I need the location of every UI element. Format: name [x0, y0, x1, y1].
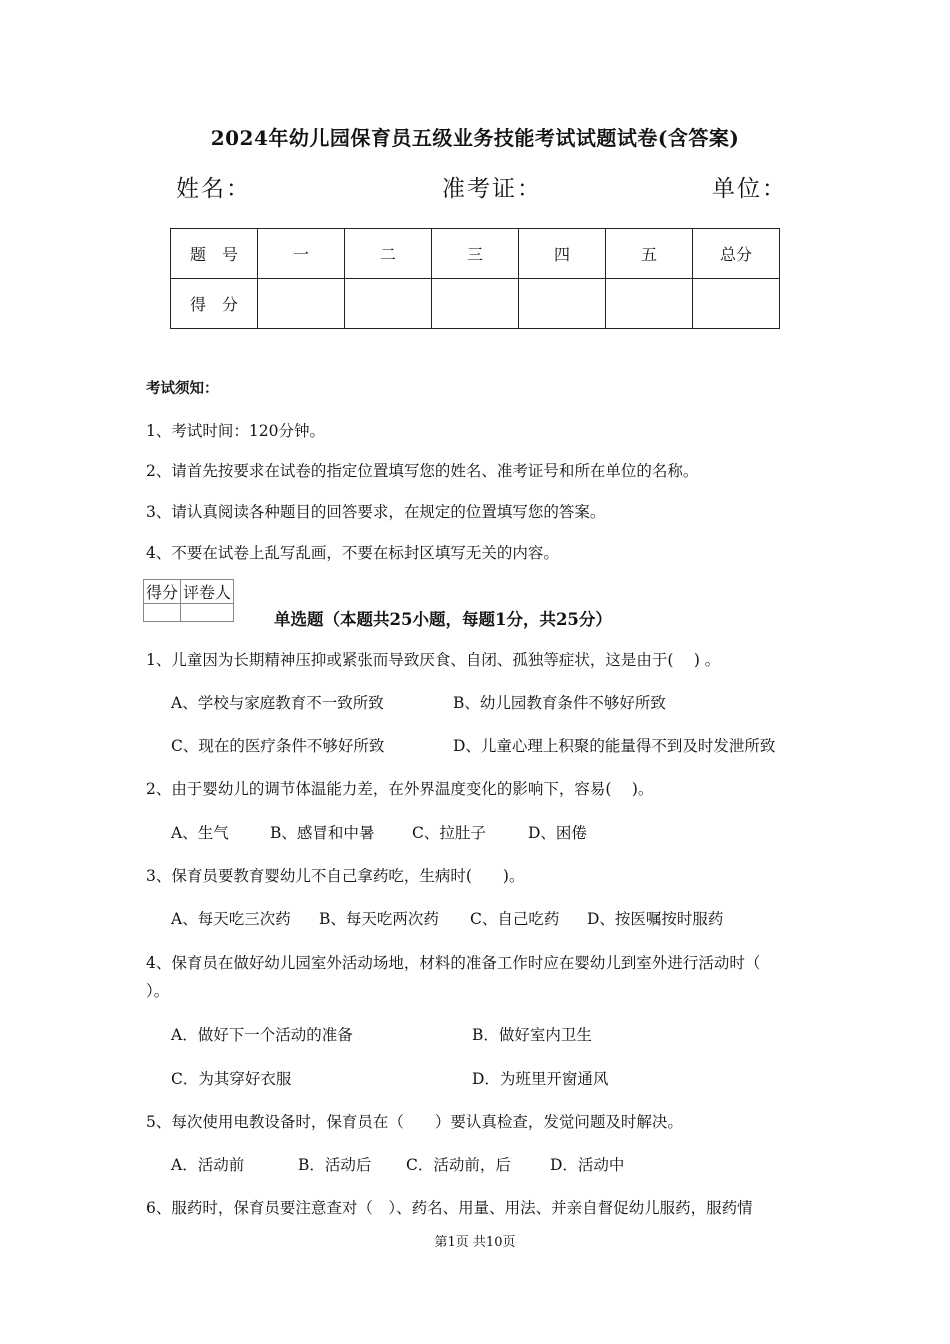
option-d: D、儿童心理上积聚的能量得不到及时发泄所致 — [453, 737, 776, 755]
score-table — [170, 228, 780, 329]
question-stem: 3、保育员要教育婴幼儿不自己拿药吃，生病时( )。 — [146, 867, 525, 885]
option-d: D．活动中 — [550, 1156, 625, 1174]
score-cell[interactable] — [432, 279, 519, 329]
score-cell[interactable] — [345, 279, 432, 329]
score-cell[interactable] — [693, 279, 780, 329]
option-b: B、感冒和中暑 — [270, 824, 375, 842]
score-table-score-row — [171, 279, 780, 329]
notice-item: 1、考试时间：120分钟。 — [146, 422, 325, 440]
unit-field-label: 单位： — [712, 176, 787, 202]
question-stem: 2、由于婴幼儿的调节体温能力差，在外界温度变化的影响下，容易( )。 — [146, 780, 654, 798]
score-table-header-cell: 一 — [258, 229, 345, 279]
score-table-header-cell: 总分 — [693, 229, 780, 279]
exam-id-field-label: 准考证： — [442, 176, 542, 202]
option-d: D．为班里开窗通风 — [472, 1070, 609, 1088]
notice-heading: 考试须知： — [146, 380, 219, 397]
option-c: C、现在的医疗条件不够好所致 — [171, 737, 385, 755]
option-d: D、困倦 — [528, 824, 587, 842]
option-c: C．活动前，后 — [406, 1156, 511, 1174]
option-b: B、每天吃两次药 — [319, 910, 439, 928]
score-table-header-cell: 四 — [519, 229, 606, 279]
score-cell[interactable] — [606, 279, 693, 329]
score-cell[interactable] — [519, 279, 606, 329]
option-a: A．做好下一个活动的准备 — [171, 1026, 353, 1044]
question-stem: 6、服药时，保育员要注意查对（ ）、药名、用量、用法、并亲自督促幼儿服药，服药情 — [146, 1199, 753, 1217]
question-stem-continuation: ）。 — [146, 982, 170, 1000]
score-row-label: 得 分 — [171, 279, 258, 329]
option-a: A、每天吃三次药 — [171, 910, 291, 928]
score-table-header-row — [171, 229, 780, 279]
score-table-header-cell: 三 — [432, 229, 519, 279]
option-b: B．做好室内卫生 — [472, 1026, 592, 1044]
score-table-header-cell: 题 号 — [171, 229, 258, 279]
option-c: C．为其穿好衣服 — [171, 1070, 292, 1088]
grader-box-grader-cell[interactable] — [181, 604, 234, 622]
score-table-header-cell: 五 — [606, 229, 693, 279]
grader-box — [143, 579, 234, 622]
name-field-label: 姓名： — [176, 176, 251, 202]
notice-item: 2、请首先按要求在试卷的指定位置填写您的姓名、准考证号和所在单位的名称。 — [146, 462, 699, 480]
question-stem: 1、儿童因为长期精神压抑或紧张而导致厌食、自闭、孤独等症状，这是由于( ) 。 — [146, 651, 721, 669]
page-title: 2024年幼儿园保育员五级业务技能考试试题试卷(含答案) — [210, 126, 740, 150]
option-a: A、学校与家庭教育不一致所致 — [171, 694, 384, 712]
question-stem: 5、每次使用电教设备时，保育员在（ ）要认真检查，发觉问题及时解决。 — [146, 1113, 683, 1131]
section-title: 单选题（本题共25小题，每题1分，共25分） — [274, 610, 612, 629]
option-a: A．活动前 — [171, 1156, 245, 1174]
notice-item: 3、请认真阅读各种题目的回答要求，在规定的位置填写您的答案。 — [146, 503, 606, 521]
grader-box-grader-label: 评卷人 — [181, 580, 234, 604]
option-a: A、生气 — [171, 824, 229, 842]
grader-box-score-cell[interactable] — [144, 604, 181, 622]
score-cell[interactable] — [258, 279, 345, 329]
option-b: B．活动后 — [298, 1156, 372, 1174]
notice-item: 4、不要在试卷上乱写乱画，不要在标封区填写无关的内容。 — [146, 544, 559, 562]
option-c: C、自己吃药 — [470, 910, 560, 928]
option-b: B、幼儿园教育条件不够好所致 — [453, 694, 666, 712]
option-d: D、按医嘱按时服药 — [587, 910, 724, 928]
grader-box-score-label: 得分 — [144, 580, 181, 604]
page-footer: 第1页 共10页 — [434, 1235, 516, 1250]
question-stem: 4、保育员在做好幼儿园室外活动场地，材料的准备工作时应在婴幼儿到室外进行活动时（ — [146, 954, 761, 972]
score-table-header-cell: 二 — [345, 229, 432, 279]
option-c: C、拉肚子 — [412, 824, 486, 842]
